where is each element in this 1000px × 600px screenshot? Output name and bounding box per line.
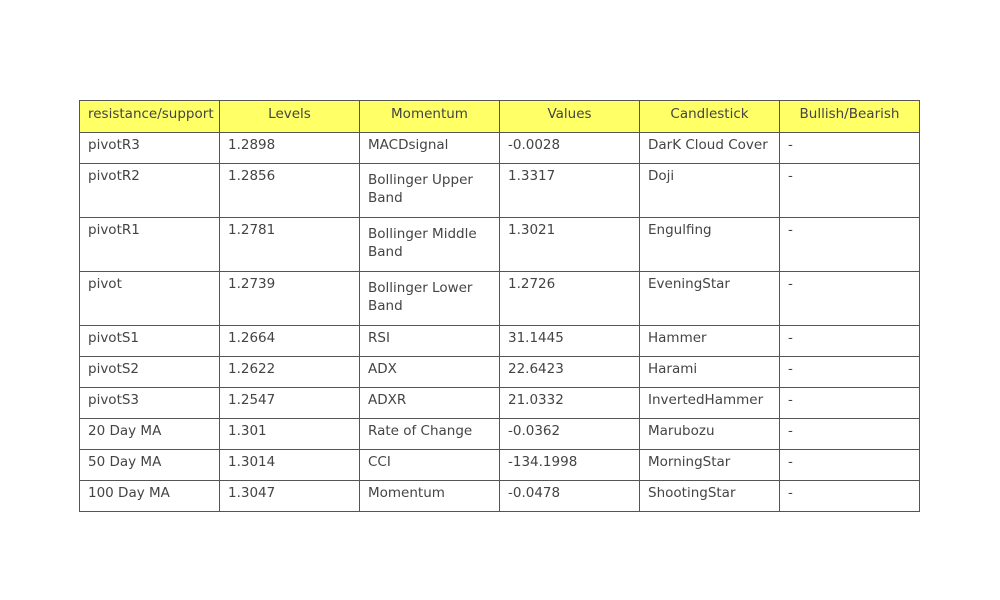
cell-indicator-value: 1.3317 [500, 164, 640, 218]
cell-candlestick-pattern: Marubozu [640, 419, 780, 450]
cell-momentum-indicator: Bollinger Upper Band [360, 164, 500, 218]
cell-indicator-value: -0.0028 [500, 133, 640, 164]
header-cell-values: Values [500, 101, 640, 133]
table-row [80, 388, 920, 419]
table-row [80, 450, 920, 481]
cell-indicator-value: 1.3021 [500, 218, 640, 272]
cell-momentum-indicator: Bollinger Lower Band [360, 272, 500, 326]
cell-level-value: 1.2547 [220, 388, 360, 419]
cell-level-value: 1.3047 [220, 481, 360, 512]
cell-level-value: 1.3014 [220, 450, 360, 481]
cell-level-value: 1.2622 [220, 357, 360, 388]
cell-candlestick-pattern: InvertedHammer [640, 388, 780, 419]
cell-momentum-indicator: Bollinger Middle Band [360, 218, 500, 272]
cell-candlestick-pattern: DarK Cloud Cover [640, 133, 780, 164]
table-row [80, 357, 920, 388]
cell-momentum-indicator: ADXR [360, 388, 500, 419]
cell-support-level: pivotS1 [80, 326, 220, 357]
table-row [80, 164, 920, 218]
cell-momentum-indicator: MACDsignal [360, 133, 500, 164]
cell-signal: - [780, 450, 920, 481]
cell-momentum-indicator: Rate of Change [360, 419, 500, 450]
cell-level-value: 1.301 [220, 419, 360, 450]
cell-momentum-indicator: ADX [360, 357, 500, 388]
cell-signal: - [780, 326, 920, 357]
table-row [80, 272, 920, 326]
cell-indicator-value: -0.0362 [500, 419, 640, 450]
table-row [80, 133, 920, 164]
cell-signal: - [780, 357, 920, 388]
cell-signal: - [780, 218, 920, 272]
cell-level-value: 1.2739 [220, 272, 360, 326]
cell-candlestick-pattern: EveningStar [640, 272, 780, 326]
table-row [80, 326, 920, 357]
cell-momentum-indicator: Momentum [360, 481, 500, 512]
cell-support-level: pivot [80, 272, 220, 326]
cell-candlestick-pattern: MorningStar [640, 450, 780, 481]
header-cell-momentum: Momentum [360, 101, 500, 133]
header-cell-resistance-support: resistance/support [80, 101, 220, 133]
cell-level-value: 1.2898 [220, 133, 360, 164]
cell-signal: - [780, 164, 920, 218]
cell-candlestick-pattern: Doji [640, 164, 780, 218]
cell-level-value: 1.2664 [220, 326, 360, 357]
cell-indicator-value: 21.0332 [500, 388, 640, 419]
table-body [80, 133, 920, 512]
cell-signal: - [780, 419, 920, 450]
cell-momentum-indicator: RSI [360, 326, 500, 357]
cell-support-level: pivotR3 [80, 133, 220, 164]
cell-candlestick-pattern: Harami [640, 357, 780, 388]
cell-support-level: pivotS2 [80, 357, 220, 388]
cell-support-level: pivotS3 [80, 388, 220, 419]
cell-candlestick-pattern: Engulfing [640, 218, 780, 272]
cell-support-level: 100 Day MA [80, 481, 220, 512]
table-row [80, 419, 920, 450]
cell-momentum-indicator: CCI [360, 450, 500, 481]
cell-indicator-value: -134.1998 [500, 450, 640, 481]
cell-signal: - [780, 272, 920, 326]
header-cell-levels: Levels [220, 101, 360, 133]
cell-candlestick-pattern: ShootingStar [640, 481, 780, 512]
cell-candlestick-pattern: Hammer [640, 326, 780, 357]
cell-indicator-value: 31.1445 [500, 326, 640, 357]
cell-level-value: 1.2856 [220, 164, 360, 218]
cell-indicator-value: -0.0478 [500, 481, 640, 512]
table-row [80, 218, 920, 272]
header-row [80, 101, 920, 133]
table-row [80, 481, 920, 512]
cell-indicator-value: 1.2726 [500, 272, 640, 326]
cell-signal: - [780, 481, 920, 512]
data-table-container [79, 100, 919, 512]
cell-level-value: 1.2781 [220, 218, 360, 272]
cell-support-level: 50 Day MA [80, 450, 220, 481]
cell-indicator-value: 22.6423 [500, 357, 640, 388]
cell-signal: - [780, 133, 920, 164]
header-cell-candlestick: Candlestick [640, 101, 780, 133]
cell-support-level: pivotR2 [80, 164, 220, 218]
cell-support-level: pivotR1 [80, 218, 220, 272]
cell-signal: - [780, 388, 920, 419]
cell-support-level: 20 Day MA [80, 419, 220, 450]
header-cell-bullish-bearish: Bullish/Bearish [780, 101, 920, 133]
data-table [79, 100, 920, 512]
